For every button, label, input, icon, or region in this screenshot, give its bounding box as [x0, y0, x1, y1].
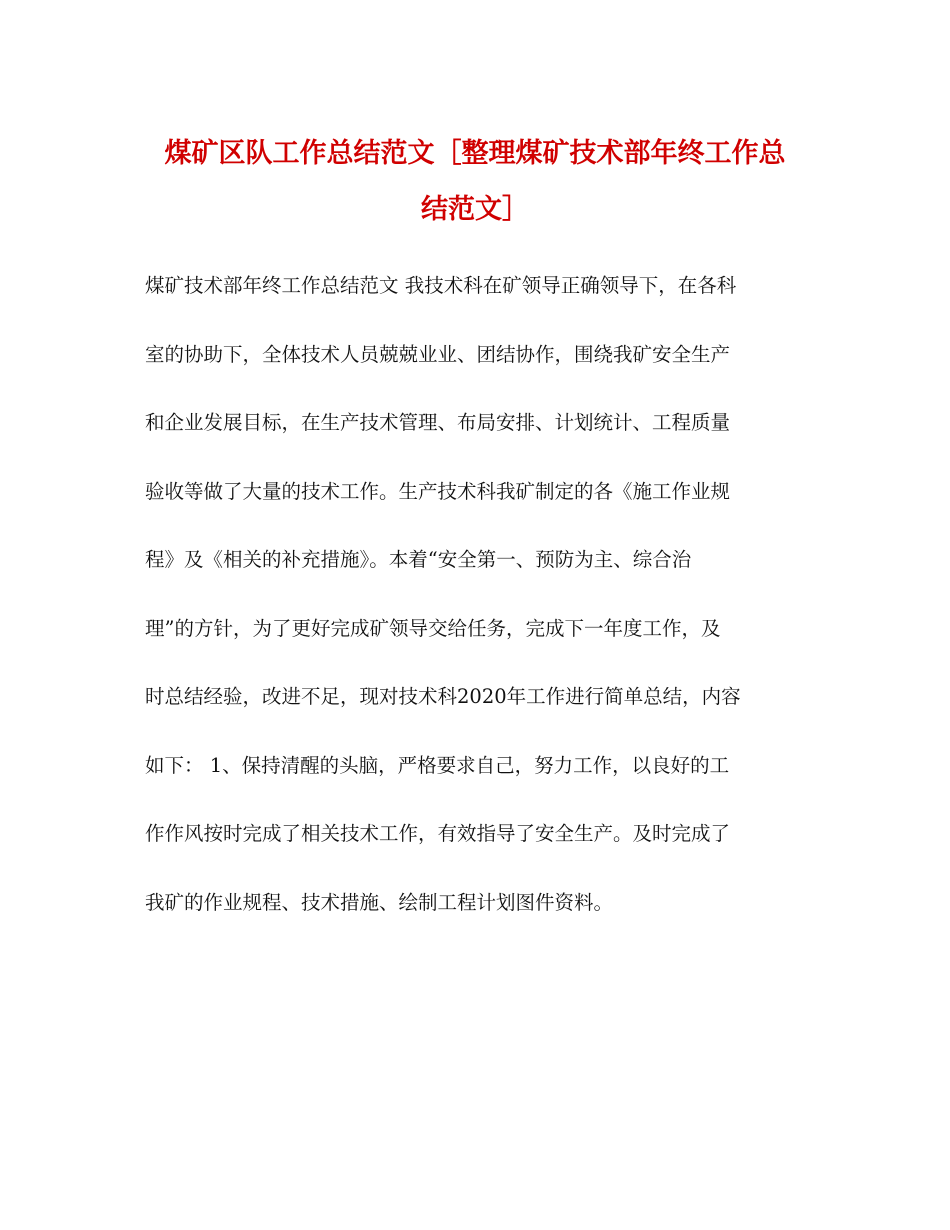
body-line-2: 室的协助下，全体技术人员兢兢业业、团结协作，围绕我矿安全生产	[145, 342, 731, 366]
body-line-5: 程》及《相关的补充措施》。本着“安全第一、预防为主、综合治	[145, 548, 692, 571]
body-line-10: 我矿的作业规程、技术措施、绘制工程计划图件资料。	[145, 890, 614, 914]
body-line-8: 如下： 1、保持清醒的头脑，严格要求自己，努力工作，以良好的工	[145, 753, 730, 777]
body-line-3: 和企业发展目标，在生产技术管理、布局安排、计划统计、工程质量	[145, 411, 731, 434]
title-line-1: 煤矿区队工作总结范文［整理煤矿技术部年终工作总	[164, 138, 786, 169]
body-line-4: 验收等做了大量的技术工作。生产技术科我矿制定的各《施工作业规	[145, 479, 731, 503]
body-line-9: 作作风按时完成了相关技术工作，有效指导了安全生产。及时完成了	[145, 822, 731, 845]
body-line-7: 时总结经验，改进不足，现对技术科2020年工作进行简单总结，内容	[145, 685, 741, 708]
document-body	[145, 252, 825, 937]
body-line-6: 理”的方针，为了更好完成矿领导交给任务，完成下一年度工作，及	[145, 616, 721, 640]
title-line-2: 结范文］	[421, 194, 529, 225]
document-title	[130, 126, 820, 238]
body-line-1: 煤矿技术部年终工作总结范文 我技术科在矿领导正确领导下，在各科	[145, 274, 737, 297]
